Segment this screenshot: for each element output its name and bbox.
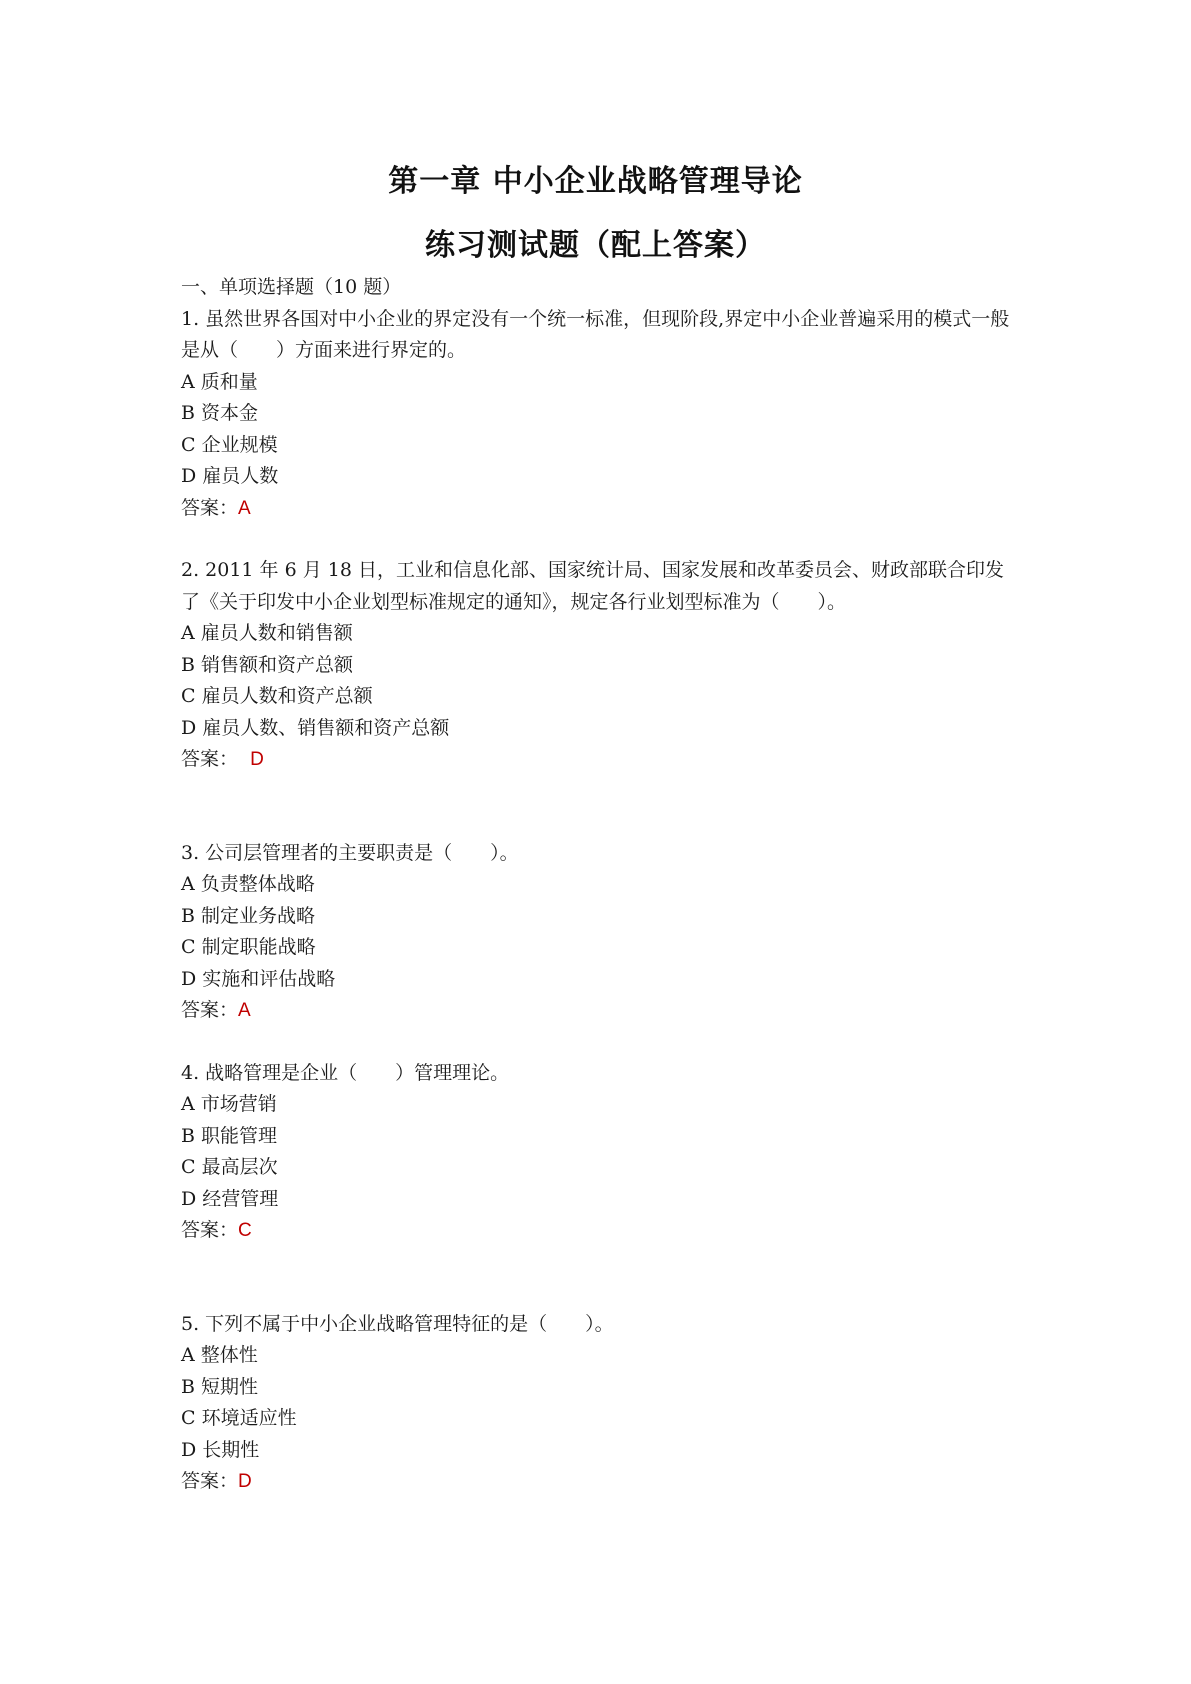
question-text: 5. 下列不属于中小企业战略管理特征的是（ ）。	[181, 1312, 614, 1335]
spacer	[181, 776, 1021, 838]
answer-line	[181, 1215, 1021, 1247]
option-c: C 环境适应性	[181, 1407, 297, 1429]
option-d: D 长期性	[181, 1438, 260, 1461]
option-c: C 最高层次	[181, 1156, 278, 1178]
answer-value: D	[250, 749, 264, 770]
spacer	[181, 524, 1021, 555]
chapter-title: 第一章 中小企业战略管理导论	[388, 164, 803, 199]
option-b: B 资本金	[181, 402, 259, 424]
question-block-3	[181, 838, 1021, 1027]
answer-label: 答案：	[181, 1219, 239, 1241]
answer-label: 答案：	[181, 748, 239, 770]
option-d: D 雇员人数、销售额和资产总额	[181, 716, 450, 739]
document-body	[181, 272, 1021, 1498]
answer-label: 答案：	[181, 999, 239, 1021]
question-block-1	[181, 304, 1021, 525]
spacer	[181, 1247, 1021, 1309]
answer-value: A	[238, 497, 251, 519]
answer-value: D	[238, 1471, 252, 1492]
answer-line	[181, 744, 1021, 776]
option-a: A 市场营销	[181, 1093, 277, 1115]
option-d: D 雇员人数	[181, 465, 279, 487]
question-text: 4. 战略管理是企业（ ）管理理论。	[181, 1061, 510, 1084]
section-heading: 一、单项选择题（10 题）	[181, 276, 402, 298]
answer-line	[181, 995, 1021, 1027]
option-a: A 负责整体战略	[181, 873, 315, 895]
option-a: A 质和量	[181, 370, 258, 393]
answer-label: 答案：	[181, 496, 239, 519]
document-subtitle: 练习测试题（配上答案）	[425, 228, 766, 263]
question-text: 1. 虽然世界各国对中小企业的界定没有一个统一标准，但现阶段,界定中小企业普遍采用的模式一般是从（ ）方面来进行界定的。	[181, 307, 1010, 361]
option-c: C 制定职能战略	[181, 936, 316, 958]
question-block-5	[181, 1309, 1021, 1498]
option-d: D 经营管理	[181, 1187, 279, 1210]
option-a: A 整体性	[181, 1344, 258, 1366]
question-block-2	[181, 555, 1021, 776]
option-b: B 销售额和资产总额	[181, 653, 354, 676]
question-text: 2. 2011 年 6 月 18 日，工业和信息化部、国家统计局、国家发展和改革委员会、财政部联合印发了《关于印发中小企业划型标准规定的通知》，规定各行业划型标准为（ ）。	[181, 559, 1004, 613]
answer-value: C	[238, 1220, 252, 1241]
option-b: B 短期性	[181, 1375, 259, 1398]
answer-value: A	[238, 1000, 251, 1021]
question-block-4	[181, 1058, 1021, 1247]
option-a: A 雇员人数和销售额	[181, 622, 353, 644]
option-b: B 制定业务战略	[181, 904, 316, 927]
option-c: C 雇员人数和资产总额	[181, 685, 373, 707]
spacer	[181, 1027, 1021, 1058]
option-d: D 实施和评估战略	[181, 967, 336, 990]
option-b: B 职能管理	[181, 1124, 278, 1147]
question-text: 3. 公司层管理者的主要职责是（ ）。	[181, 841, 519, 864]
option-c: C 企业规模	[181, 433, 278, 456]
answer-label: 答案：	[181, 1470, 239, 1492]
answer-line	[181, 1466, 1021, 1498]
answer-line	[181, 493, 1021, 525]
